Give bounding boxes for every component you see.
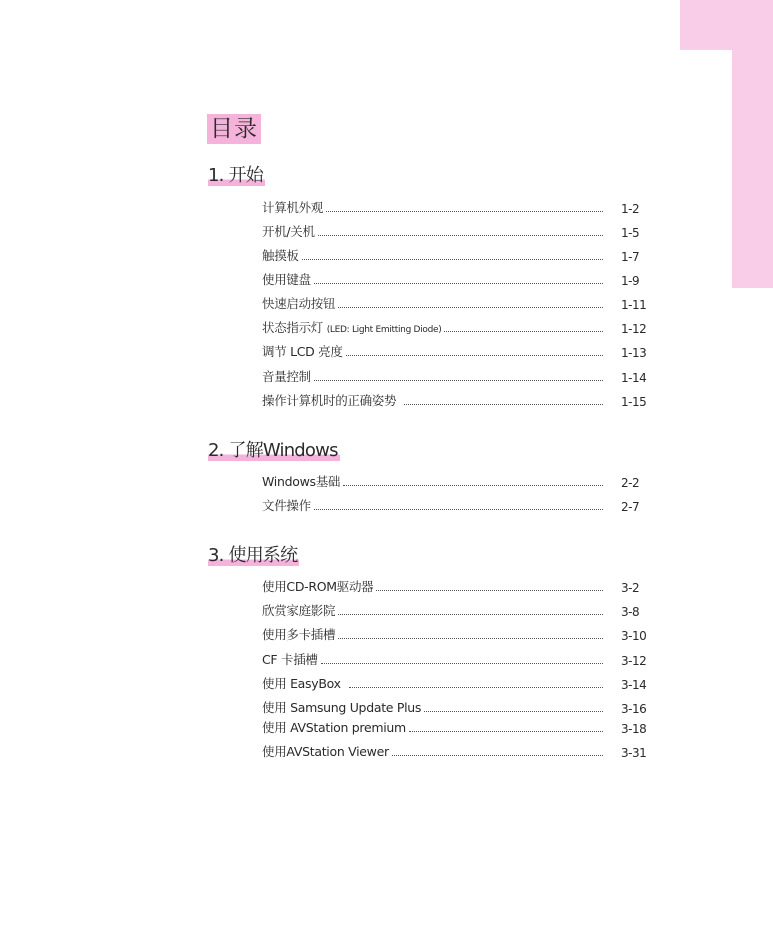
toc-entry-page: 1-12 <box>621 322 647 336</box>
toc-entry-page: 1-5 <box>621 226 640 240</box>
toc-entry-page: 2-2 <box>621 476 640 490</box>
dot-leader <box>318 235 603 236</box>
toc-entry-label: 快速启动按钮 <box>262 296 336 311</box>
toc-entry-label: 使用 Samsung Update Plus <box>262 700 422 715</box>
toc-entry-page: 1-7 <box>621 250 640 264</box>
dot-leader <box>343 485 603 486</box>
dot-leader <box>346 355 603 356</box>
toc-entry-page: 1-11 <box>621 298 647 312</box>
dot-leader <box>338 614 603 615</box>
toc-entry-page: 3-16 <box>621 702 647 716</box>
toc-entry-label: 欣赏家庭影院 <box>262 603 336 618</box>
dot-leader <box>314 380 603 381</box>
toc-entry[interactable] <box>262 496 643 514</box>
toc-entry-page: 3-31 <box>621 746 647 760</box>
toc-entry-page: 3-10 <box>621 629 647 643</box>
toc-entry-label: 触摸板 <box>262 248 299 263</box>
chapter-tab-side <box>732 50 773 288</box>
toc-entry-label: Windows基础 <box>262 474 341 489</box>
dot-leader <box>392 755 603 756</box>
section-heading-2[interactable]: 2. 了解Windows <box>208 440 338 461</box>
toc-entry-page: 3-2 <box>621 581 640 595</box>
toc-entry[interactable] <box>262 367 647 385</box>
toc-entry-label: 使用键盘 <box>262 272 311 287</box>
toc-entry-page: 1-15 <box>621 395 647 409</box>
toc-entry-label: 文件操作 <box>262 498 311 513</box>
toc-entry-label: 使用多卡插槽 <box>262 627 336 642</box>
toc-entry-label: 使用CD-ROM驱动器 <box>262 579 374 594</box>
dot-leader <box>326 211 603 212</box>
toc-entry-label: 使用AVStation Viewer <box>262 744 389 759</box>
toc-entry[interactable] <box>262 698 647 716</box>
toc-entry-label: 音量控制 <box>262 369 311 384</box>
toc-entry-page: 3-18 <box>621 722 647 736</box>
toc-entry-page: 1-13 <box>621 346 647 360</box>
toc-entry[interactable] <box>262 342 647 360</box>
section-heading-3[interactable]: 3. 使用系统 <box>208 545 298 566</box>
toc-entry-label: CF 卡插槽 <box>262 652 318 667</box>
toc-entry-label: 使用 EasyBox <box>262 676 341 691</box>
toc-entry-label: 使用 AVStation premium <box>262 720 406 735</box>
toc-entry[interactable] <box>262 674 647 692</box>
toc-entry-page: 1-9 <box>621 274 640 288</box>
dot-leader <box>302 259 603 260</box>
toc-entry[interactable] <box>262 198 643 216</box>
dot-leader <box>349 687 603 688</box>
toc-entry[interactable] <box>262 577 643 595</box>
toc-entry[interactable] <box>262 270 643 288</box>
dot-leader <box>314 283 603 284</box>
dot-leader <box>338 638 603 639</box>
toc-entry[interactable] <box>262 625 647 643</box>
toc-entry-page: 3-8 <box>621 605 640 619</box>
toc-entry[interactable] <box>262 222 643 240</box>
toc-entry[interactable] <box>262 601 643 619</box>
dot-leader <box>321 663 603 664</box>
dot-leader <box>338 307 603 308</box>
section-heading-1[interactable]: 1. 开始 <box>208 165 263 186</box>
toc-entry-label: 计算机外观 <box>262 200 324 215</box>
toc-entry-page: 1-2 <box>621 202 640 216</box>
dot-leader <box>376 590 603 591</box>
toc-entry[interactable] <box>262 718 647 736</box>
dot-leader <box>409 731 603 732</box>
toc-entry-page: 3-12 <box>621 654 647 668</box>
chapter-tab-top <box>680 0 773 50</box>
toc-entry-page: 1-14 <box>621 371 647 385</box>
toc-entry-page: 3-14 <box>621 678 647 692</box>
toc-entry[interactable] <box>262 391 647 409</box>
toc-entry[interactable] <box>262 318 647 336</box>
toc-entry-page: 2-7 <box>621 500 640 514</box>
dot-leader <box>444 331 603 332</box>
page-title: 目录 <box>207 114 261 144</box>
toc-entry[interactable] <box>262 472 643 490</box>
toc-entry-label-note: (LED: Light Emitting Diode) <box>326 325 442 335</box>
toc-entry-label: 调节 LCD 亮度 <box>262 344 343 359</box>
toc-entry[interactable] <box>262 650 647 668</box>
toc-entry-label: 开机/关机 <box>262 224 315 239</box>
dot-leader <box>424 711 603 712</box>
dot-leader <box>314 509 603 510</box>
dot-leader <box>404 404 603 405</box>
toc-entry[interactable] <box>262 246 643 264</box>
toc-entry[interactable] <box>262 294 647 312</box>
toc-entry-label: 操作计算机时的正确姿势 <box>262 393 397 408</box>
toc-entry-label: 状态指示灯 (LED: Light Emitting Diode) <box>262 320 442 335</box>
toc-entry[interactable] <box>262 742 647 760</box>
